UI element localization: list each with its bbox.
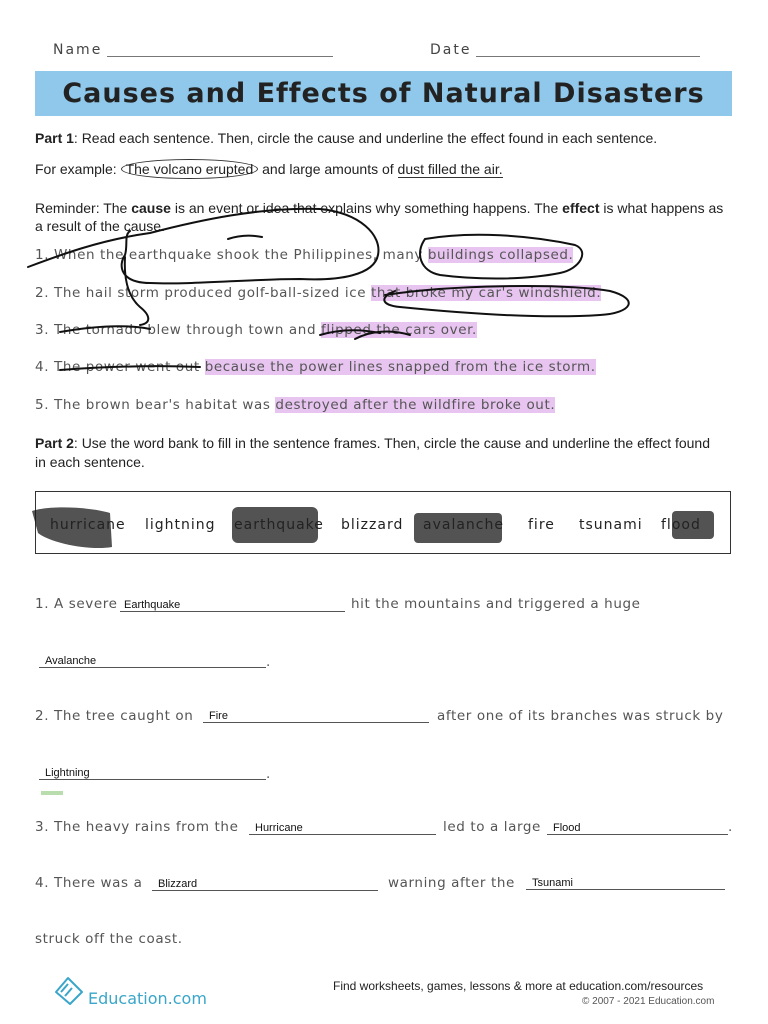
q2-blank-2[interactable] [39, 764, 266, 780]
q3-text-a: 3. The heavy rains from the [35, 819, 239, 835]
q4-blank-2[interactable] [526, 874, 725, 890]
title-banner [35, 71, 732, 116]
sentence-3: 3. The tornado blew through town and flipped the cars over. [35, 322, 477, 338]
education-logo-icon [52, 972, 86, 1006]
page-title: Causes and Effects of Natural Disasters [62, 78, 705, 109]
q1-blank-1[interactable] [120, 596, 345, 612]
reminder: Reminder: The cause is an event or idea that explains why something happens. The effect is what happens as a result of the cause. [35, 200, 724, 234]
sentence-1: 1. When the earthquake shook the Philippines, many buildings collapsed. [35, 247, 574, 263]
word-bank-lightning: lightning [145, 517, 216, 533]
footer-resources: Find worksheets, games, lessons & more at education.com/resources [333, 979, 704, 993]
q2-period: . [266, 766, 271, 782]
q1-period: . [266, 654, 271, 670]
q1-text-a: 1. A severe [35, 596, 118, 612]
q1-blank-2[interactable] [39, 652, 266, 668]
q1-text-b: hit the mountains and triggered a huge [351, 596, 641, 612]
sentence-4-highlight: because the power lines snapped from the ice storm. [204, 359, 596, 375]
part2-label: Part 2 [35, 435, 74, 451]
q1-answer-1: Earthquake [124, 599, 181, 611]
q3-blank-1[interactable] [249, 819, 436, 835]
word-bank-avalanche: avalanche [423, 517, 504, 533]
word-bank-hurricane: hurricane [50, 517, 126, 533]
sentence-1-highlight: buildings collapsed. [427, 247, 574, 263]
q4-blank-1[interactable] [152, 875, 378, 891]
q2-answer-2: Lightning [45, 767, 90, 779]
sentence-2: 2. The hail storm produced golf-ball-sized ice that broke my car's windshield. [35, 285, 602, 301]
pen-annotations [0, 195, 768, 395]
stray-mark [41, 791, 63, 795]
part2-instruction: Part 2: Use the word bank to fill in the sentence frames. Then, circle the cause and underline the effect found in each sentence. [35, 435, 711, 470]
word-bank-flood: flood [661, 517, 701, 533]
sentence-2-highlight: that broke my car's windshield. [371, 285, 602, 301]
q3-period: . [728, 819, 733, 835]
word-bank-earthquake: earthquake [234, 517, 324, 533]
word-bank-tsunami: tsunami [579, 517, 643, 533]
q4-text-c: struck off the coast. [35, 931, 183, 947]
footer-copyright: © 2007 - 2021 Education.com [582, 996, 715, 1007]
q4-text-a: 4. There was a [35, 875, 143, 891]
q4-answer-2: Tsunami [532, 877, 573, 889]
education-logo-text: Education.com [88, 989, 207, 1008]
name-field[interactable] [107, 56, 333, 57]
part1-label: Part 1 [35, 130, 74, 146]
q3-answer-2: Flood [553, 822, 581, 834]
q3-text-b: led to a large [443, 819, 541, 835]
date-field[interactable] [476, 56, 700, 57]
q2-blank-1[interactable] [203, 707, 429, 723]
word-bank-fire: fire [528, 517, 555, 533]
word-bank-blizzard: blizzard [341, 517, 404, 533]
q2-text-a: 2. The tree caught on [35, 708, 194, 724]
part1-instruction: Part 1: Read each sentence. Then, circle the cause and underline the effect found in each sentence. [35, 130, 658, 146]
q3-answer-1: Hurricane [255, 822, 303, 834]
q4-text-b: warning after the [388, 875, 515, 891]
q2-answer-1: Fire [209, 710, 228, 722]
sentence-3-highlight: flipped the cars over. [321, 322, 477, 338]
q1-answer-2: Avalanche [45, 655, 97, 667]
example-effect: dust filled the air. [397, 161, 503, 177]
q2-text-b: after one of its branches was struck by [437, 708, 724, 724]
sentence-5-highlight: destroyed after the wildfire broke out. [275, 397, 556, 413]
q3-blank-2[interactable] [547, 819, 728, 835]
date-label: Date [430, 42, 472, 58]
example-cause: The volcano erupted [121, 159, 259, 179]
q4-answer-1: Blizzard [158, 878, 198, 890]
name-label: Name [53, 42, 103, 58]
sentence-4: 4. The power went out because the power lines snapped from the ice storm. [35, 359, 596, 375]
example-line: For example: The volcano erupted and large amounts of dust filled the air. [35, 161, 503, 177]
sentence-5: 5. The brown bear's habitat was destroyed after the wildfire broke out. [35, 397, 556, 413]
